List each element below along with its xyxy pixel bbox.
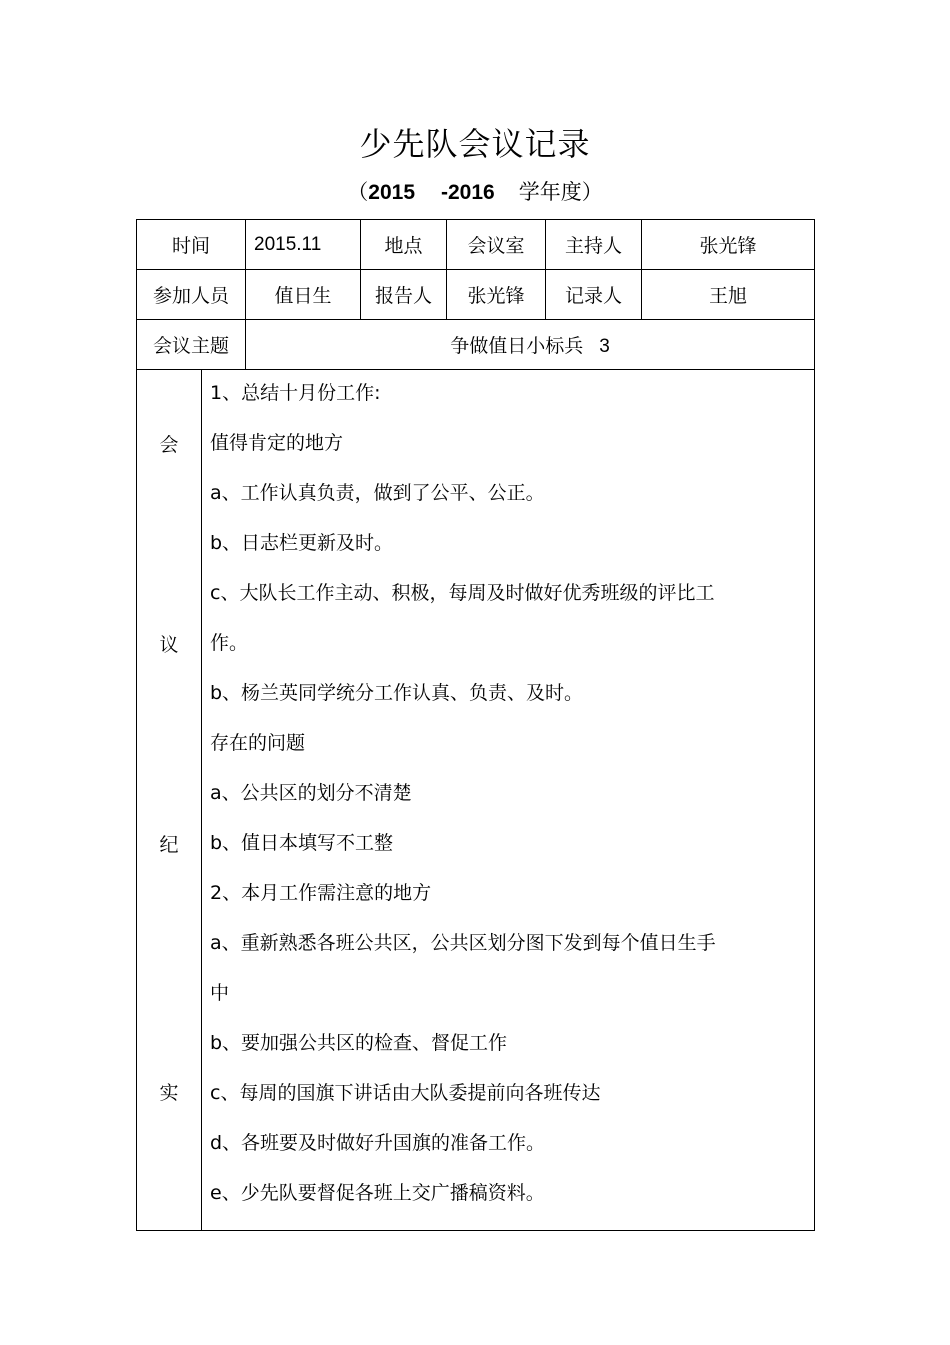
topic-value-cell [246,320,815,370]
minutes-line: c、每周的国旗下讲话由大队委提前向各班传达 [210,1082,601,1104]
subtitle-year-end: -2016 [441,181,495,204]
minutes-line: e、少先队要督促各班上交广播稿资料。 [210,1182,545,1204]
minutes-line: b、日志栏更新及时。 [210,532,394,554]
subtitle-open-paren: （ [347,180,369,204]
minutes-line: a、公共区的划分不清楚 [210,782,412,804]
minutes-side-label [137,370,202,1231]
side-label-char: 会 [159,434,179,456]
minutes-line: 值得肯定的地方 [210,432,344,454]
minutes-line: b、值日本填写不工整 [210,832,394,854]
table-row-time [137,220,815,270]
attendees-label: 参加人员 [137,270,246,320]
minutes-line: d、各班要及时做好升国旗的准备工作。 [210,1132,546,1154]
meeting-record-table [136,219,815,1231]
topic-value: 争做值日小标兵 [450,335,584,357]
place-value: 会议室 [447,220,546,270]
minutes-line: 1、总结十月份工作: [210,382,381,404]
document-title: 少先队会议记录 [359,125,591,163]
host-label: 主持人 [546,220,642,270]
minutes-line: 存在的问题 [210,732,306,754]
reporter-label: 报告人 [361,270,447,320]
minutes-line: 作。 [210,632,249,654]
time-label: 时间 [137,220,246,270]
side-label-char: 实 [159,1082,179,1104]
subtitle-year-start: 2015 [368,181,415,204]
side-label-char: 纪 [159,834,179,856]
place-label: 地点 [361,220,447,270]
minutes-line: b、要加强公共区的检查、督促工作 [210,1032,508,1054]
table-row-attendees [137,270,815,320]
side-label-char: 议 [159,634,179,656]
minutes-line: b、杨兰英同学统分工作认真、负责、及时。 [210,682,584,704]
minutes-line: 中 [210,982,230,1004]
minutes-line: 2、本月工作需注意的地方 [210,882,432,904]
minutes-line: c、大队长工作主动、积极，每周及时做好优秀班级的评比工 [210,582,715,604]
attendees-value: 值日生 [246,270,361,320]
subtitle-suffix: 学年度） [518,180,603,204]
host-value: 张光锋 [642,220,815,270]
reporter-value: 张光锋 [447,270,546,320]
recorder-value: 王旭 [642,270,815,320]
topic-label: 会议主题 [137,320,246,370]
minutes-content [202,370,815,1231]
table-row-minutes [137,370,815,1231]
topic-number: 3 [599,336,610,357]
table-row-topic [137,320,815,370]
time-value: 2015.11 [246,220,361,270]
recorder-label: 记录人 [546,270,642,320]
minutes-line: a、工作认真负责，做到了公平、公正。 [210,482,545,504]
minutes-line: a、重新熟悉各班公共区，公共区划分图下发到每个值日生手 [210,932,716,954]
document-subtitle [0,176,950,209]
